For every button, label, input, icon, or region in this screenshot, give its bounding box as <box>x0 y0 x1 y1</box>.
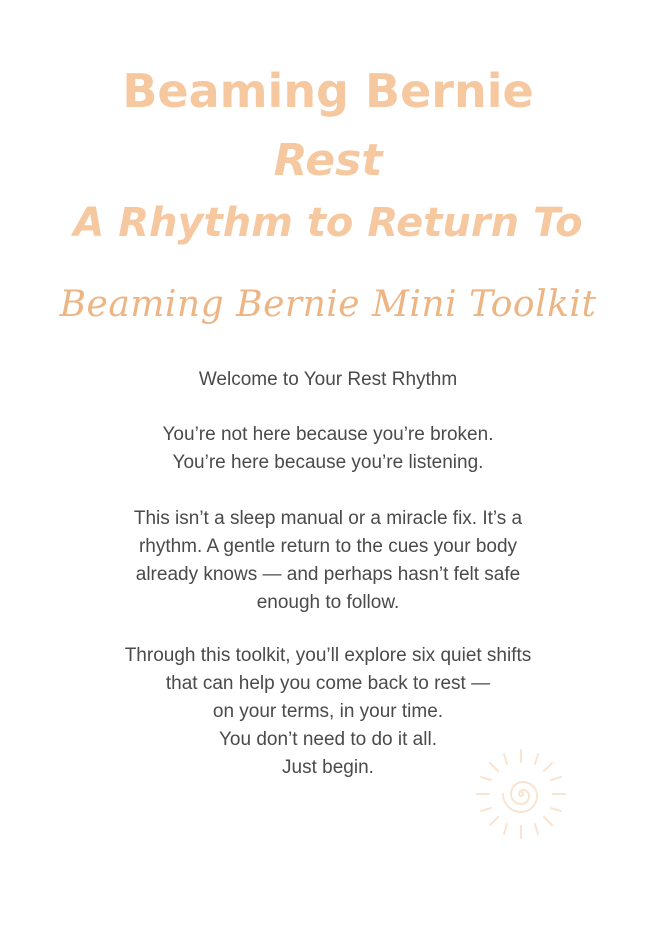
paragraph-2-line: already knows — and perhaps hasn’t felt safe <box>135 564 521 585</box>
paragraph-3-line: on your terms, in your time. <box>212 701 444 722</box>
paragraph-1 <box>0 421 656 477</box>
paragraph-1-line: You’re not here because you’re broken. <box>162 424 494 445</box>
paragraph-1-line: You’re here because you’re listening. <box>172 452 484 473</box>
title-line-2: Rest <box>273 135 383 186</box>
title-line-3: A Rhythm to Return To <box>73 200 583 246</box>
paragraph-2 <box>0 505 656 617</box>
title-line-1: Beaming Bernie <box>122 64 534 118</box>
paragraph-3-line: Through this toolkit, you’ll explore six quiet shifts <box>124 645 532 666</box>
welcome-line: Welcome to Your Rest Rhythm <box>198 369 458 390</box>
paragraph-3-line: that can help you come back to rest — <box>165 673 491 694</box>
sun-spiral-icon <box>475 748 567 840</box>
toolkit-subtitle: Beaming Bernie Mini Toolkit <box>59 284 597 325</box>
paragraph-2-line: rhythm. A gentle return to the cues your body <box>138 536 518 557</box>
welcome-heading <box>0 366 656 394</box>
paragraph-2-line: enough to follow. <box>256 592 400 613</box>
paragraph-2-line: This isn’t a sleep manual or a miracle fix. It’s a <box>133 508 523 529</box>
paragraph-3-line: Just begin. <box>282 757 374 778</box>
paragraph-3-line: You don’t need to do it all. <box>219 729 437 750</box>
